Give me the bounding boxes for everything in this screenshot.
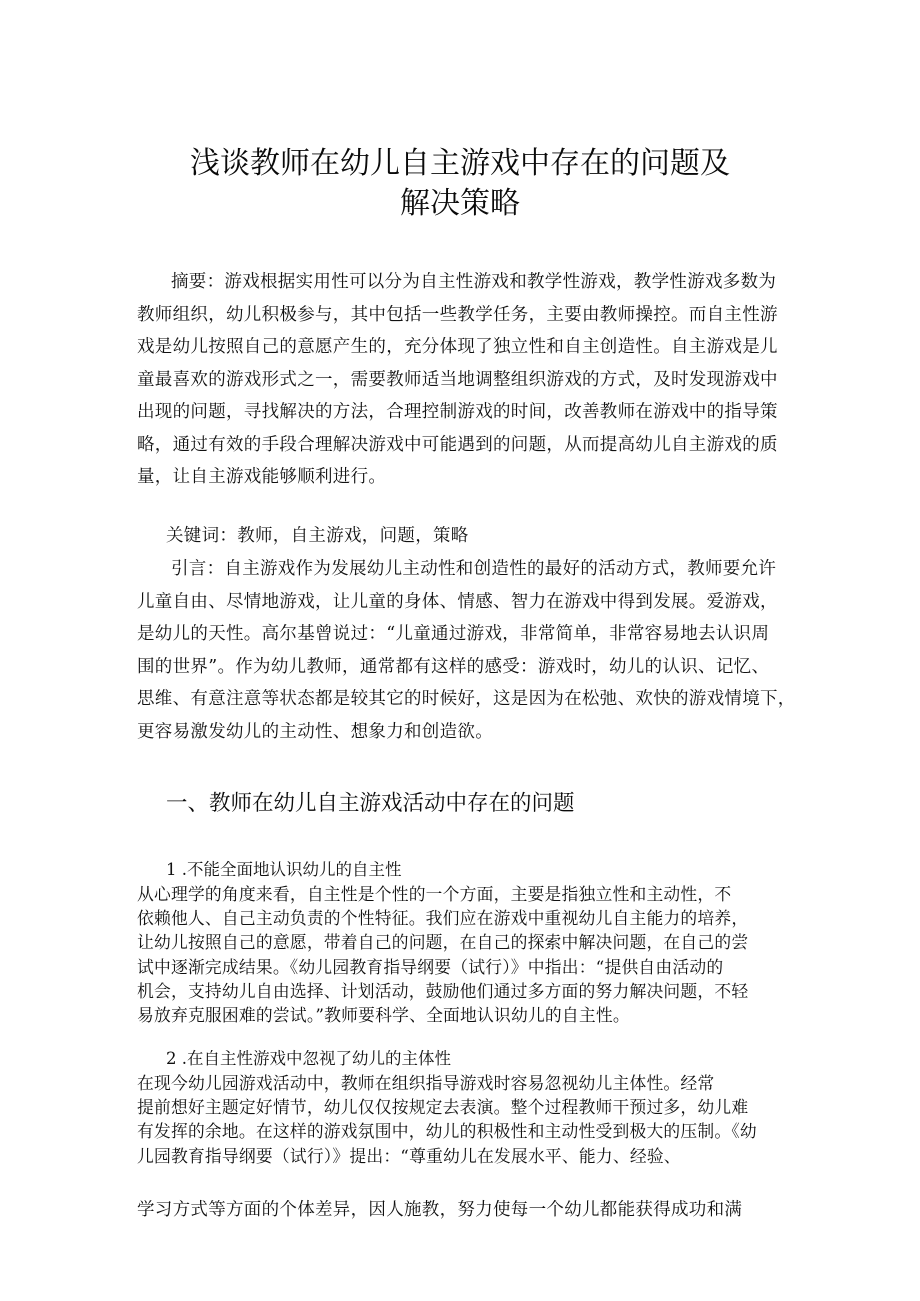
abstract-line: 童最喜欢的游戏形式之一，需要教师适当地调整组织游戏的方式，及时发现游戏中: [137, 369, 778, 390]
intro-line: 是幼儿的天性。高尔基曾说过：“儿童通过游戏，非常简单，非常容易地去认识周: [137, 624, 770, 644]
body-line: 从心理学的角度来看，自主性是个性的一个方面，主要是指独立性和主动性，不: [137, 884, 732, 904]
abstract-line: 摘要：游戏根据实用性可以分为自主性游戏和教学性游戏，教学性游戏多数为: [171, 272, 777, 292]
intro-line: 更容易激发幼儿的主动性、想象力和创造欲。: [137, 721, 493, 742]
body-line: 机会，支持幼儿自由选择、计划活动，鼓励他们通过多方面的努力解决问题，不轻: [137, 980, 749, 1001]
body-line: 提前想好主题定好情节，幼儿仅仅按规定去表演。整个过程教师干预过多，幼儿难: [137, 1097, 749, 1118]
abstract-line: 略，通过有效的手段合理解决游戏中可能遇到的问题，从而提高幼儿自主游戏的质: [137, 434, 778, 455]
intro-line: 思维、有意注意等状态都是较其它的时候好，这是因为在松弛、欢快的游戏情境下，: [137, 689, 796, 709]
body-line: 试中逐渐完成结果。《幼儿园教育指导纲要（试行）》中指出：“提供自由活动的: [137, 956, 724, 977]
subsection-body-2: [137, 1071, 817, 1168]
intro-line: 引言：自主游戏作为发展幼儿主动性和创造性的最好的活动方式，教师要允许: [171, 559, 777, 579]
subsection-title-2: 2 .在自主性游戏中忽视了幼儿的主体性: [166, 1049, 451, 1068]
abstract-paragraph: [137, 266, 817, 494]
body-line: 易放弃克服困难的尝试。”教师要科学、全面地认识幼儿的自主性。: [137, 1005, 630, 1026]
document-title: [100, 144, 820, 224]
continuation-line: 学习方式等方面的个体差异，因人施教，努力使每一个幼儿都能获得成功和满: [137, 1200, 743, 1220]
abstract-line: 量，让自主游戏能够顺利进行。: [137, 467, 387, 487]
body-line: 依赖他人、自己主动负责的个性特征。我们应在游戏中重视幼儿自主能力的培养，: [137, 908, 749, 929]
title-line-1: 浅谈教师在幼儿自主游戏中存在的问题及: [190, 146, 730, 181]
subsection-body-1: [137, 882, 817, 1027]
body-line: 在现今幼儿园游戏活动中，教师在组织指导游戏时容易忽视幼儿主体性。经常: [137, 1073, 715, 1093]
abstract-line: 教师组织，幼儿积极参与，其中包括一些教学任务，主要由教师操控。而自主性游: [137, 304, 778, 325]
body-line: 有发挥的余地。在这样的游戏氛围中，幼儿的积极性和主动性受到极大的压制。《幼: [137, 1121, 757, 1142]
section-heading-1: 一、教师在幼儿自主游戏活动中存在的问题: [166, 791, 575, 816]
keywords-line: 关键词：教师，自主游戏，问题，策略: [166, 526, 469, 546]
body-line: 儿园教育指导纲要（试行）》提出：“尊重幼儿在发展水平、能力、经验、: [137, 1145, 681, 1166]
subsection-title-1: 1 .不能全面地认识幼儿的自主性: [166, 860, 402, 879]
intro-line: 儿童自由、尽情地游戏，让儿童的身体、情感、智力在游戏中得到发展。爱游戏，: [137, 591, 778, 612]
body-line: 让幼儿按照自己的意愿，带着自己的问题，在自己的探索中解决问题，在自己的尝: [137, 932, 749, 953]
intro-paragraph: [137, 553, 817, 748]
intro-line: 围的世界”。作为幼儿教师，通常都有这样的感受：游戏时，幼儿的认识、记忆、: [137, 656, 770, 677]
abstract-line: 出现的问题，寻找解决的方法，合理控制游戏的时间，改善教师在游戏中的指导策: [137, 402, 778, 422]
abstract-line: 戏是幼儿按照自己的意愿产生的，充分体现了独立性和自主创造性。自主游戏是儿: [137, 337, 778, 357]
title-line-2: 解决策略: [400, 186, 520, 221]
